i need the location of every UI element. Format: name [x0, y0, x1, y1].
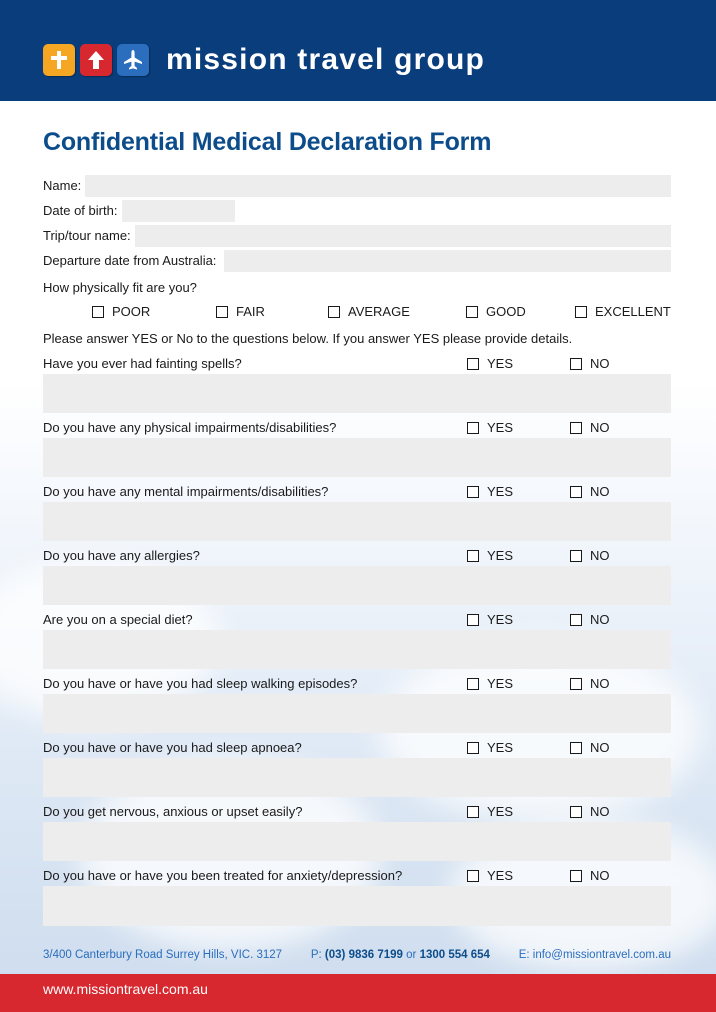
- checkbox[interactable]: [467, 806, 479, 818]
- no-option[interactable]: [570, 548, 610, 564]
- details-textarea[interactable]: [43, 502, 671, 541]
- details-textarea[interactable]: [43, 374, 671, 413]
- no-label: NO: [590, 868, 610, 883]
- no-label: NO: [590, 356, 610, 371]
- checkbox[interactable]: [467, 550, 479, 562]
- yes-option[interactable]: [467, 804, 513, 820]
- yes-option[interactable]: [467, 676, 513, 692]
- checkbox[interactable]: [570, 614, 582, 626]
- yes-label: YES: [487, 612, 514, 627]
- no-option[interactable]: [570, 868, 610, 884]
- checkbox[interactable]: [467, 678, 479, 690]
- departure-field-row: [43, 250, 671, 272]
- question-item: [43, 676, 671, 740]
- fitness-option-poor[interactable]: [92, 305, 150, 319]
- dob-field-row: [43, 200, 671, 222]
- fitness-option-average[interactable]: [328, 305, 410, 319]
- details-textarea[interactable]: [43, 758, 671, 797]
- yes-label: YES: [487, 868, 514, 883]
- checkbox[interactable]: [570, 550, 582, 562]
- website-link[interactable]: www.missiontravel.com.au: [43, 981, 208, 997]
- phone-prefix: P:: [310, 949, 322, 961]
- details-textarea[interactable]: [43, 886, 671, 926]
- yes-option[interactable]: [467, 548, 513, 564]
- question-text: Are you on a special diet?: [43, 612, 193, 627]
- footer-bar: [0, 974, 716, 1012]
- question-text: Do you have any physical impairments/disabilities?: [43, 420, 337, 435]
- question-item: [43, 804, 671, 868]
- no-option[interactable]: [570, 420, 610, 436]
- no-label: NO: [590, 612, 610, 627]
- checkbox[interactable]: [570, 486, 582, 498]
- option-label: FAIR: [236, 304, 265, 319]
- fitness-option-excellent[interactable]: [575, 305, 671, 319]
- name-label: Name:: [43, 178, 82, 193]
- checkbox[interactable]: [570, 870, 582, 882]
- checkbox[interactable]: [570, 422, 582, 434]
- checkbox[interactable]: [467, 870, 479, 882]
- no-option[interactable]: [570, 356, 610, 372]
- trip-field-row: [43, 225, 671, 247]
- dob-label: Date of birth:: [43, 203, 118, 218]
- departure-input[interactable]: [224, 250, 671, 272]
- no-option[interactable]: [570, 740, 610, 756]
- question-item: [43, 868, 671, 932]
- question-item: [43, 612, 671, 676]
- yes-option[interactable]: [467, 612, 513, 628]
- question-item: [43, 356, 671, 420]
- no-label: NO: [590, 420, 610, 435]
- option-label: AVERAGE: [348, 304, 410, 319]
- no-option[interactable]: [570, 484, 610, 500]
- question-text: Do you have or have you been treated for anxiety/depression?: [43, 868, 403, 883]
- no-option[interactable]: [570, 612, 610, 628]
- phone-number-2: 1300 554 654: [419, 949, 490, 961]
- question-text: Have you ever had fainting spells?: [43, 356, 242, 371]
- yes-label: YES: [487, 484, 514, 499]
- checkbox[interactable]: [575, 306, 587, 318]
- departure-label: Departure date from Australia:: [43, 253, 217, 268]
- question-item: [43, 420, 671, 484]
- no-label: NO: [590, 548, 610, 563]
- option-label: GOOD: [486, 304, 526, 319]
- details-textarea[interactable]: [43, 694, 671, 733]
- page-title: Confidential Medical Declaration Form: [43, 128, 492, 156]
- trip-input[interactable]: [135, 225, 671, 247]
- question-item: [43, 484, 671, 548]
- yes-label: YES: [487, 804, 514, 819]
- question-text: Do you have or have you had sleep apnoea?: [43, 740, 302, 755]
- no-option[interactable]: [570, 676, 610, 692]
- yes-label: YES: [487, 420, 514, 435]
- checkbox[interactable]: [570, 742, 582, 754]
- no-label: NO: [590, 740, 610, 755]
- yes-option[interactable]: [467, 740, 513, 756]
- checkbox[interactable]: [467, 742, 479, 754]
- option-label: POOR: [112, 304, 151, 319]
- yes-option[interactable]: [467, 484, 513, 500]
- details-textarea[interactable]: [43, 822, 671, 861]
- checkbox[interactable]: [467, 486, 479, 498]
- no-option[interactable]: [570, 804, 610, 820]
- brand-name: mission travel group: [166, 43, 486, 76]
- checkbox[interactable]: [570, 678, 582, 690]
- yes-label: YES: [487, 740, 514, 755]
- dob-input[interactable]: [122, 200, 235, 222]
- yes-option[interactable]: [467, 420, 513, 436]
- yes-label: YES: [487, 548, 514, 563]
- airplane-icon: [117, 44, 149, 76]
- question-text: Do you have any allergies?: [43, 548, 200, 563]
- name-field-row: [43, 175, 671, 197]
- fitness-question: How physically fit are you?: [43, 280, 197, 295]
- question-text: Do you have any mental impairments/disabilities?: [43, 484, 329, 499]
- phone-number-1: (03) 9836 7199: [324, 949, 403, 961]
- details-textarea[interactable]: [43, 630, 671, 669]
- footer-email[interactable]: E: info@missiontravel.com.au: [518, 949, 671, 961]
- details-textarea[interactable]: [43, 566, 671, 605]
- checkbox[interactable]: [467, 614, 479, 626]
- question-item: [43, 548, 671, 612]
- no-label: NO: [590, 676, 610, 691]
- checkbox[interactable]: [570, 358, 582, 370]
- checkbox[interactable]: [466, 306, 478, 318]
- trip-label: Trip/tour name:: [43, 228, 131, 243]
- footer-contact: [43, 948, 671, 962]
- yes-label: YES: [487, 356, 514, 371]
- option-label: EXCELLENT: [595, 304, 671, 319]
- question-item: [43, 740, 671, 804]
- footer-phone: [311, 948, 490, 962]
- instructions-text: Please answer YES or No to the questions below. If you answer YES please provide details.: [43, 331, 573, 346]
- fitness-option-fair[interactable]: [216, 305, 265, 319]
- no-label: NO: [590, 484, 610, 499]
- yes-label: YES: [487, 676, 514, 691]
- arrow-up-icon: [80, 44, 112, 76]
- question-text: Do you get nervous, anxious or upset easily?: [43, 804, 303, 819]
- yes-option[interactable]: [467, 868, 513, 884]
- checkbox[interactable]: [467, 422, 479, 434]
- fitness-option-good[interactable]: [466, 305, 526, 319]
- brand-logo: [43, 44, 485, 76]
- header-banner: [0, 0, 716, 101]
- checkbox[interactable]: [328, 306, 340, 318]
- phone-or: or: [406, 949, 417, 961]
- checkbox[interactable]: [570, 806, 582, 818]
- name-input[interactable]: [85, 175, 671, 197]
- checkbox[interactable]: [467, 358, 479, 370]
- cross-icon: [43, 44, 75, 76]
- details-textarea[interactable]: [43, 438, 671, 477]
- checkbox[interactable]: [92, 306, 104, 318]
- question-text: Do you have or have you had sleep walking episodes?: [43, 676, 358, 691]
- checkbox[interactable]: [216, 306, 228, 318]
- footer-address: 3/400 Canterbury Road Surrey Hills, VIC. 3127: [43, 949, 283, 961]
- yes-option[interactable]: [467, 356, 513, 372]
- no-label: NO: [590, 804, 610, 819]
